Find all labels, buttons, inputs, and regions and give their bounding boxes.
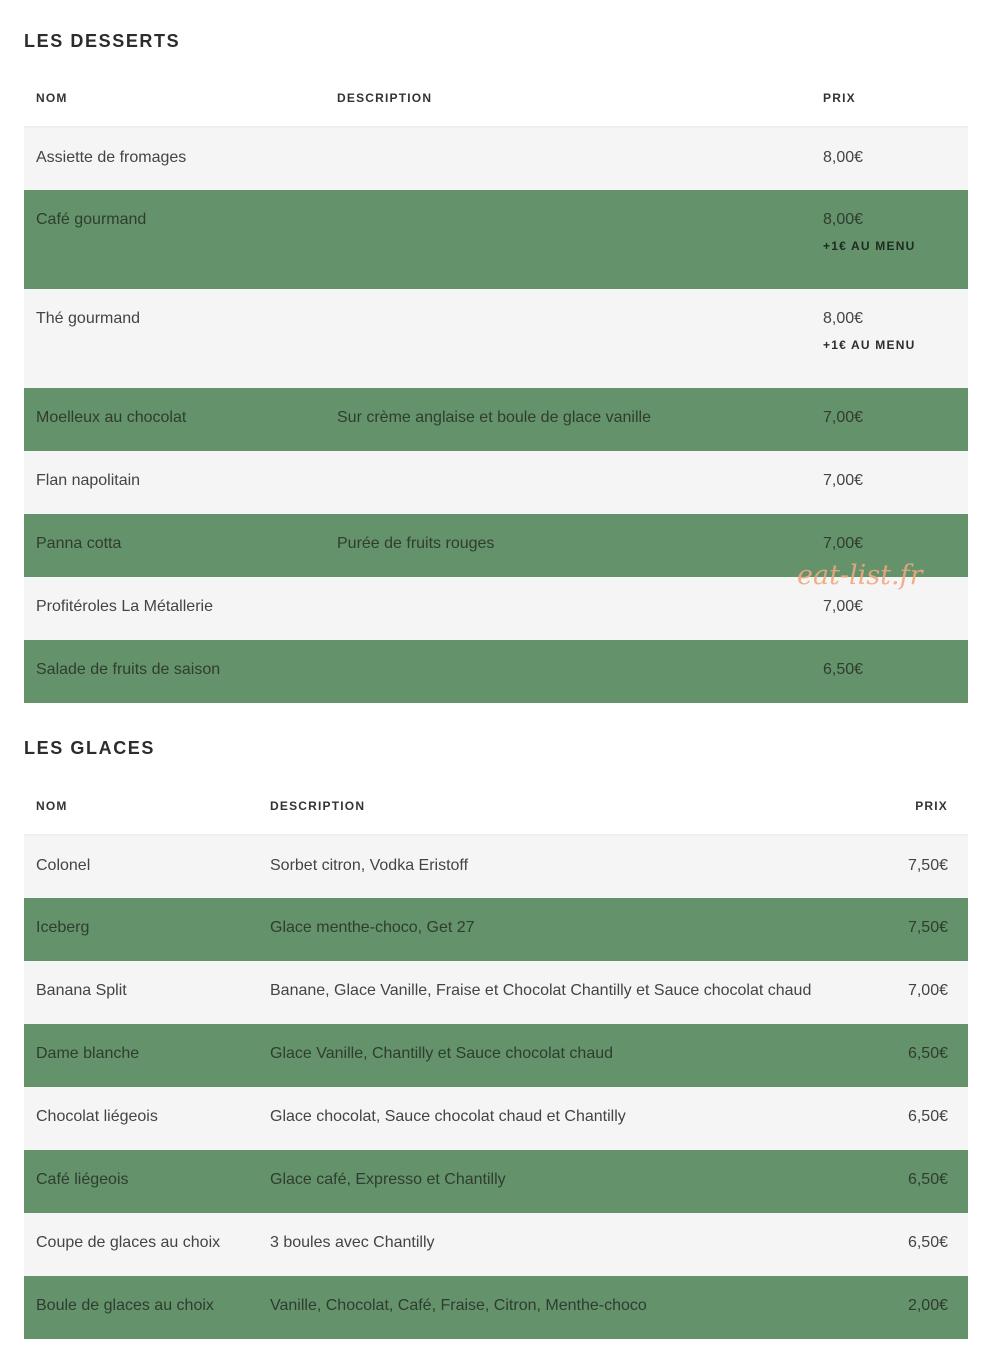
glaces-header-price: PRIX [878, 778, 968, 835]
dessert-price [811, 577, 968, 640]
dessert-description [325, 289, 811, 388]
dessert-price-value: 8,00€ [823, 310, 864, 327]
glace-description: Vanille, Chocolat, Café, Fraise, Citron, Menthe-choco [258, 1276, 878, 1339]
desserts-header-price: PRIX [811, 70, 968, 127]
glace-price: 7,50€ [878, 898, 968, 961]
dessert-row [24, 127, 968, 190]
dessert-row [24, 289, 968, 388]
desserts-header-row [24, 70, 968, 127]
glaces-table [24, 778, 968, 1339]
glace-price: 7,00€ [878, 961, 968, 1024]
dessert-price-value: 7,00€ [823, 409, 864, 426]
dessert-row [24, 514, 968, 577]
glace-row [24, 1150, 968, 1213]
dessert-price [811, 388, 968, 451]
glace-price: 6,50€ [878, 1087, 968, 1150]
glace-row [24, 961, 968, 1024]
glace-description: 3 boules avec Chantilly [258, 1213, 878, 1276]
dessert-price-value: 7,00€ [823, 535, 864, 552]
glace-row [24, 1213, 968, 1276]
glace-name: Café liégeois [24, 1150, 258, 1213]
dessert-description [325, 190, 811, 289]
glace-price: 6,50€ [878, 1024, 968, 1087]
glace-description: Banane, Glace Vanille, Fraise et Chocolat Chantilly et Sauce chocolat chaud [258, 961, 878, 1024]
desserts-header-name: NOM [24, 70, 325, 127]
dessert-price [811, 640, 968, 703]
glace-row [24, 1276, 968, 1339]
glaces-header-name: NOM [24, 778, 258, 835]
dessert-description [325, 127, 811, 190]
glace-name: Boule de glaces au choix [24, 1276, 258, 1339]
desserts-table [24, 70, 968, 703]
dessert-row [24, 640, 968, 703]
dessert-row [24, 451, 968, 514]
glace-description: Glace café, Expresso et Chantilly [258, 1150, 878, 1213]
dessert-description [325, 451, 811, 514]
glace-price: 7,50€ [878, 835, 968, 898]
dessert-description: Sur crème anglaise et boule de glace vanille [325, 388, 811, 451]
glace-description: Glace chocolat, Sauce chocolat chaud et Chantilly [258, 1087, 878, 1150]
dessert-name: Café gourmand [24, 190, 325, 289]
dessert-price [811, 289, 968, 388]
dessert-description [325, 640, 811, 703]
dessert-name: Thé gourmand [24, 289, 325, 388]
dessert-name: Panna cotta [24, 514, 325, 577]
watermark-logo: eat-list.fr [797, 560, 923, 591]
glaces-header-description: DESCRIPTION [258, 778, 878, 835]
dessert-description: Purée de fruits rouges [325, 514, 811, 577]
glaces-section-title: LES GLACES [24, 738, 156, 758]
dessert-price-value: 8,00€ [823, 149, 864, 166]
dessert-row [24, 388, 968, 451]
dessert-price [811, 514, 968, 577]
dessert-name: Profitéroles La Métallerie [24, 577, 325, 640]
glace-name: Banana Split [24, 961, 258, 1024]
glace-name: Iceberg [24, 898, 258, 961]
glace-price: 2,00€ [878, 1276, 968, 1339]
glace-name: Coupe de glaces au choix [24, 1213, 258, 1276]
glace-name: Chocolat liégeois [24, 1087, 258, 1150]
desserts-header-description: DESCRIPTION [325, 70, 811, 127]
dessert-menu-note: +1€ AU MENU [823, 338, 916, 352]
glaces-header-row [24, 778, 968, 835]
dessert-price-value: 7,00€ [823, 598, 864, 615]
glace-row [24, 835, 968, 898]
dessert-price [811, 190, 968, 289]
glace-name: Dame blanche [24, 1024, 258, 1087]
glace-row [24, 1087, 968, 1150]
dessert-row [24, 190, 968, 289]
desserts-section-title: LES DESSERTS [24, 31, 181, 51]
glace-description: Sorbet citron, Vodka Eristoff [258, 835, 878, 898]
glace-row [24, 1024, 968, 1087]
dessert-price-value: 8,00€ [823, 211, 864, 228]
glace-row [24, 898, 968, 961]
dessert-row [24, 577, 968, 640]
glace-description: Glace Vanille, Chantilly et Sauce chocolat chaud [258, 1024, 878, 1087]
glace-price: 6,50€ [878, 1150, 968, 1213]
dessert-name: Flan napolitain [24, 451, 325, 514]
dessert-name: Assiette de fromages [24, 127, 325, 190]
dessert-price [811, 451, 968, 514]
dessert-price-value: 6,50€ [823, 661, 864, 678]
dessert-menu-note: +1€ AU MENU [823, 239, 916, 253]
dessert-name: Moelleux au chocolat [24, 388, 325, 451]
glace-name: Colonel [24, 835, 258, 898]
dessert-price-value: 7,00€ [823, 472, 864, 489]
glace-price: 6,50€ [878, 1213, 968, 1276]
dessert-price [811, 127, 968, 190]
dessert-name: Salade de fruits de saison [24, 640, 325, 703]
dessert-description [325, 577, 811, 640]
glace-description: Glace menthe-choco, Get 27 [258, 898, 878, 961]
